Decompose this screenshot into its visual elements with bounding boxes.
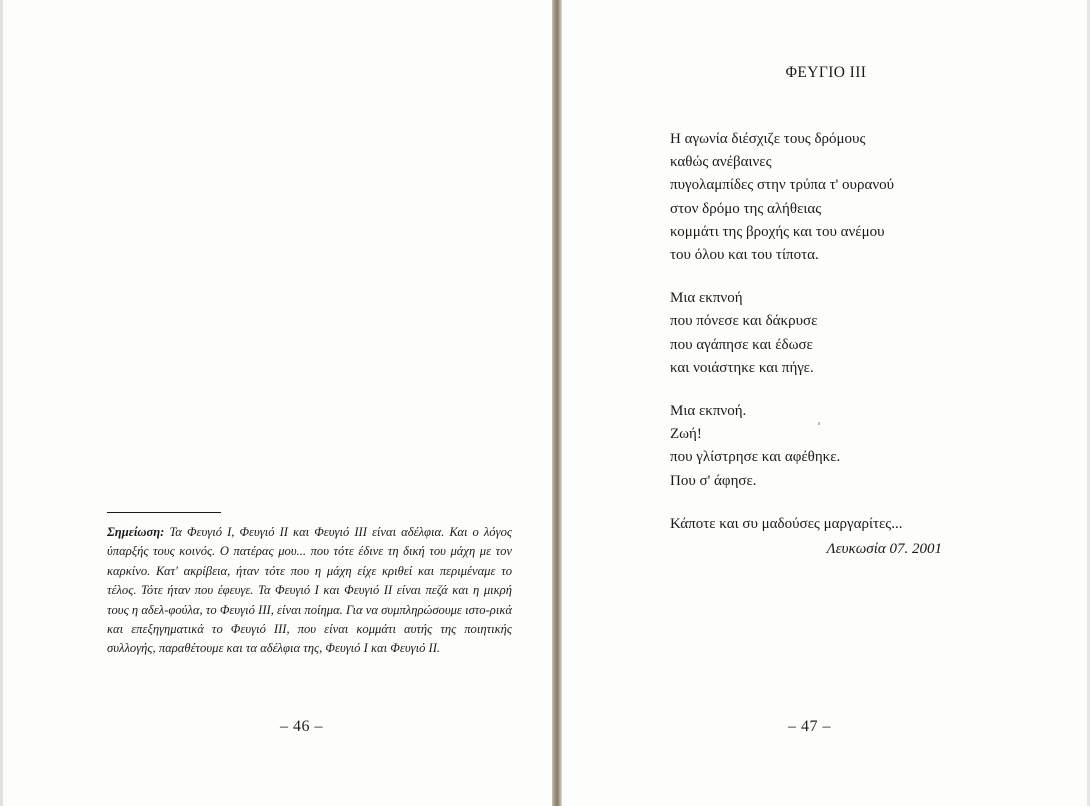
poem-line: που γλίστρησε και αφέθηκε. bbox=[670, 449, 841, 466]
poem-line: Η αγωνία διέσχιζε τους δρόμους bbox=[670, 131, 866, 147]
page-number-left: – 46 – bbox=[280, 718, 323, 735]
poem-line: του όλου και του τίποτα. bbox=[670, 247, 819, 264]
footnote-line: μάχη είχε κριθεί και περιμέναμε το τέλος. Τότε ήταν που έφευγε. bbox=[107, 563, 513, 598]
page-number-right: – 47 – bbox=[788, 718, 831, 735]
poem-line: που πόνεσε και δάκρυσε bbox=[670, 313, 818, 330]
poem-line: κομμάτι της βροχής και του ανέμου bbox=[670, 223, 885, 240]
footnote-rule bbox=[107, 512, 221, 513]
poem-line: που αγάπησε και έδωσε bbox=[670, 336, 813, 353]
poem-stanza bbox=[670, 400, 1070, 493]
poem-signature: Λευκωσία 07. 2001 bbox=[826, 541, 942, 557]
poem-line: Μια εκπνοή. bbox=[670, 403, 747, 420]
poem-line: καθώς ανέβαινες bbox=[670, 154, 772, 171]
footnote-line: τη δική του μάχη με τον καρκίνο. Κατ' ακρίβεια, ήταν τότε που η bbox=[107, 544, 512, 578]
footnote-line: Και ο λόγος ύπαρξής τους κοινός. Ο πατέρας μου... που τότε έδινε bbox=[107, 525, 512, 559]
poem-line: στον δρόμο της αλήθειας bbox=[670, 200, 822, 217]
footnote bbox=[107, 523, 512, 659]
paper-speck bbox=[818, 422, 820, 425]
poem-line: Ζωή! bbox=[670, 426, 702, 443]
poem-line: και νοιάστηκε και πήγε. bbox=[670, 359, 814, 376]
poem-stanza bbox=[670, 128, 1070, 267]
footnote-label: Σημείωση: bbox=[107, 525, 165, 539]
right-page bbox=[562, 0, 1090, 806]
footnote-line: ρικά και επεξηγηματικά το Φευγιό ΙΙΙ, που είναι κομμάτι αυτής bbox=[107, 602, 512, 637]
book-gutter bbox=[552, 0, 562, 806]
footnote-line: Τα Φευγιό Ι, Φευγιό ΙΙ και Φευγιό ΙΙΙ είναι αδέλφια. bbox=[169, 525, 445, 539]
poem-line: Που σ' άφησε. bbox=[670, 472, 757, 489]
poem bbox=[670, 128, 1070, 536]
poem-line: Μια εκπνοή bbox=[670, 290, 743, 307]
footnote-line: της ποιητικής συλλογής, παραθέτουμε και τα αδέλφια της, Φευγιό bbox=[107, 622, 513, 656]
poem-line: πυγολαμπίδες στην τρύπα τ' ουρανού bbox=[670, 177, 895, 194]
poem-stanza bbox=[670, 287, 1070, 380]
footnote-line: φούλα, το Φευγιό ΙΙΙ, είναι ποίημα. Για να συμπληρώσουμε ιστο- bbox=[168, 602, 490, 617]
footnote-line: Τα Φευγιό Ι και Φευγιό ΙΙ είναι πεζά και η μικρή τους η αδελ- bbox=[107, 583, 512, 617]
footnote-line: Ι και Φευγιό ΙΙ. bbox=[363, 641, 441, 656]
poem-closing-line: Κάποτε και συ μαδούσες μαργαρίτες... bbox=[670, 515, 903, 532]
poem-title: ΦΕΥΓΙΟ ΙΙΙ bbox=[785, 64, 867, 81]
left-edge-shade bbox=[0, 0, 3, 806]
